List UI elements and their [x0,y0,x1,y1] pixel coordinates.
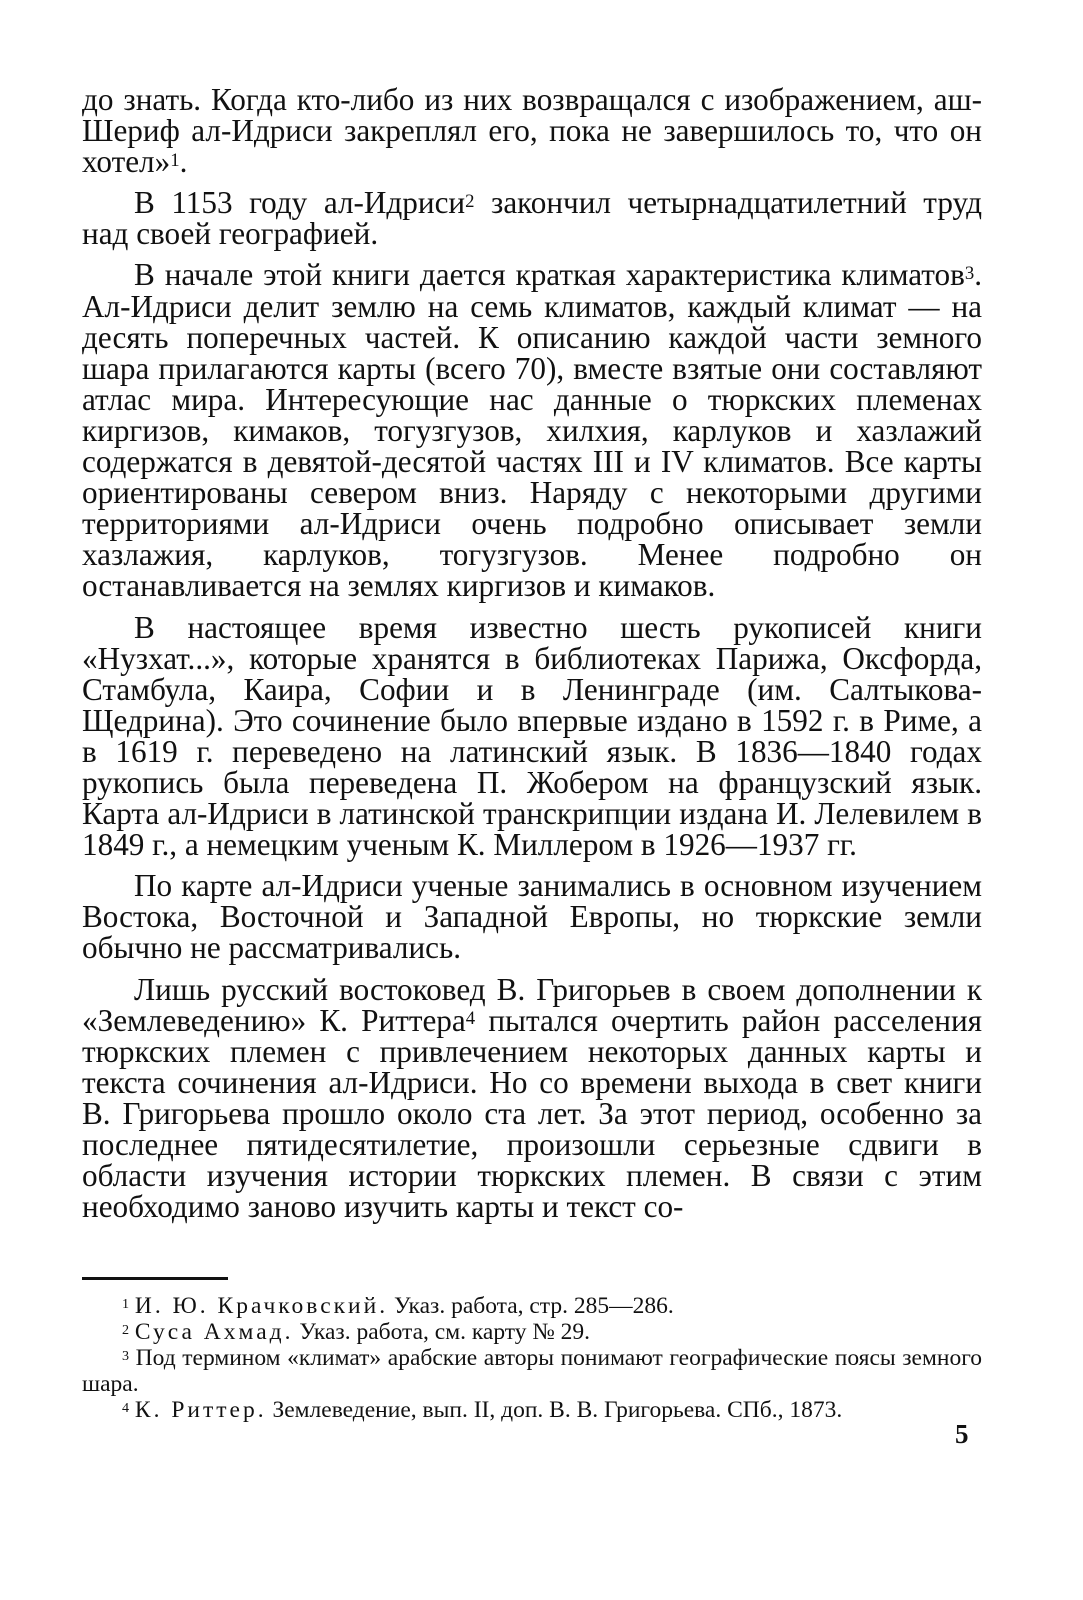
paragraph-text: до знать. Когда кто-либо из них возвращался с изображением, аш-Шериф ал-Идриси закреплял его, пока не завершилось то, что он хотел» [82,82,982,180]
paragraph-text: . [179,144,188,180]
footnote-number: 2 [122,1322,130,1339]
footnote-number: 3 [122,1348,130,1365]
paragraph-text: Лишь русский востоковед В. Григорьев в своем дополнении к «Землеведению» К. Риттера [82,971,982,1038]
footnote-ref-2: 2 [465,190,475,212]
footnotes [82,1293,982,1423]
footnote-text: Указ. работа, см. карту № 29. [293,1319,591,1345]
footnote-4 [82,1397,982,1423]
footnote-ref-4: 4 [465,1008,476,1030]
paragraph-2 [82,185,982,252]
paragraph-6 [82,971,982,1225]
paragraph-text: В 1153 году ал-Идриси [134,185,466,221]
footnote-number: 1 [122,1296,130,1313]
footnote-author: И. Ю. Крачковский. [134,1293,389,1319]
paragraph-3 [82,257,982,604]
footnote-text: Землеведение, вып. II, доп. В. В. Григорьева. СПб., 1873. [266,1397,843,1423]
paragraph-text: В начале этой книги дается краткая характеристика климатов [134,257,965,293]
paragraph-text: закончил четырнадцатилетний труд над своей географией. [82,185,982,252]
footnote-number: 4 [122,1400,130,1417]
footnote-text: Под термином «климат» арабские авторы понимают географические поясы земного шара. [82,1345,982,1397]
footnote-ref-1: 1 [170,149,180,171]
footnote-3 [82,1345,982,1397]
footnote-text: Указ. работа, стр. 285—286. [388,1293,674,1319]
page-number: 5 [955,1419,969,1449]
footnote-divider [82,1277,228,1280]
paragraph-5 [82,868,982,966]
footnote-2 [82,1319,982,1345]
paragraph-text: По карте ал-Идриси ученые занимались в основном изучением Востока, Восточной и Западной Европы, но тюркские земли обычно не рассматривались. [82,868,982,966]
paragraph-text: . Ал-Идриси делит землю на семь климатов, каждый климат — на десять поперечных частей. К описанию каждой части земного шара прилагаются карты (всего 70), вместе взятые они составляют атлас мира. Интересующие нас данные о тюркских племенах киргизов, кимаков, тогузгузов, хилхия, карлуков и хазлажий содержатся в девятой-десятой частях III и IV климатов. Все карты ориентированы севером вниз. Наряду с некоторыми другими территориями ал-Идриси очень подробно описывает земли хазлажия, карлуков, тогузгузов. Менее подробно он останавливается на землях киргизов и кимаков. [82,257,982,604]
paragraph-1 [82,82,982,180]
footnote-author: К. Риттер. [134,1397,267,1423]
footnote-ref-3: 3 [964,262,975,284]
main-text [82,84,982,1232]
paragraph-text: В настоящее время известно шесть рукописей книги «Нузхат...», которые хранятся в библиотеках Парижа, Оксфорда, Стамбула, Каира, Софии и в Ленинграде (им. Салтыкова-Щедрина). Это сочинение было впервые издано в 1592 г. в Риме, а в 1619 г. переведено на латинский язык. В 1836—1840 годах рукопись была переведена П. Жобером на французский язык. Карта ал-Идриси в латинской транскрипции издана И. Лелевилем в 1849 г., а немецким ученым К. Миллером в 1926—1937 гг. [82,609,982,863]
footnote-author: Суса Ахмад. [134,1319,294,1345]
footnote-1 [82,1293,982,1319]
paragraph-text: пытался очертить район расселения тюркских племен с привлечением некоторых данных карты и текста сочинения ал-Идриси. Но со времени выхода в свет книги В. Григорьева прошло около ста лет. За этот период, особенно за последнее пятидесятилетие, произошли серьезные сдвиги в области изучения истории тюркских племен. В связи с этим необходимо заново изучить карты и текст со- [82,1002,982,1225]
paragraph-4 [82,609,982,863]
